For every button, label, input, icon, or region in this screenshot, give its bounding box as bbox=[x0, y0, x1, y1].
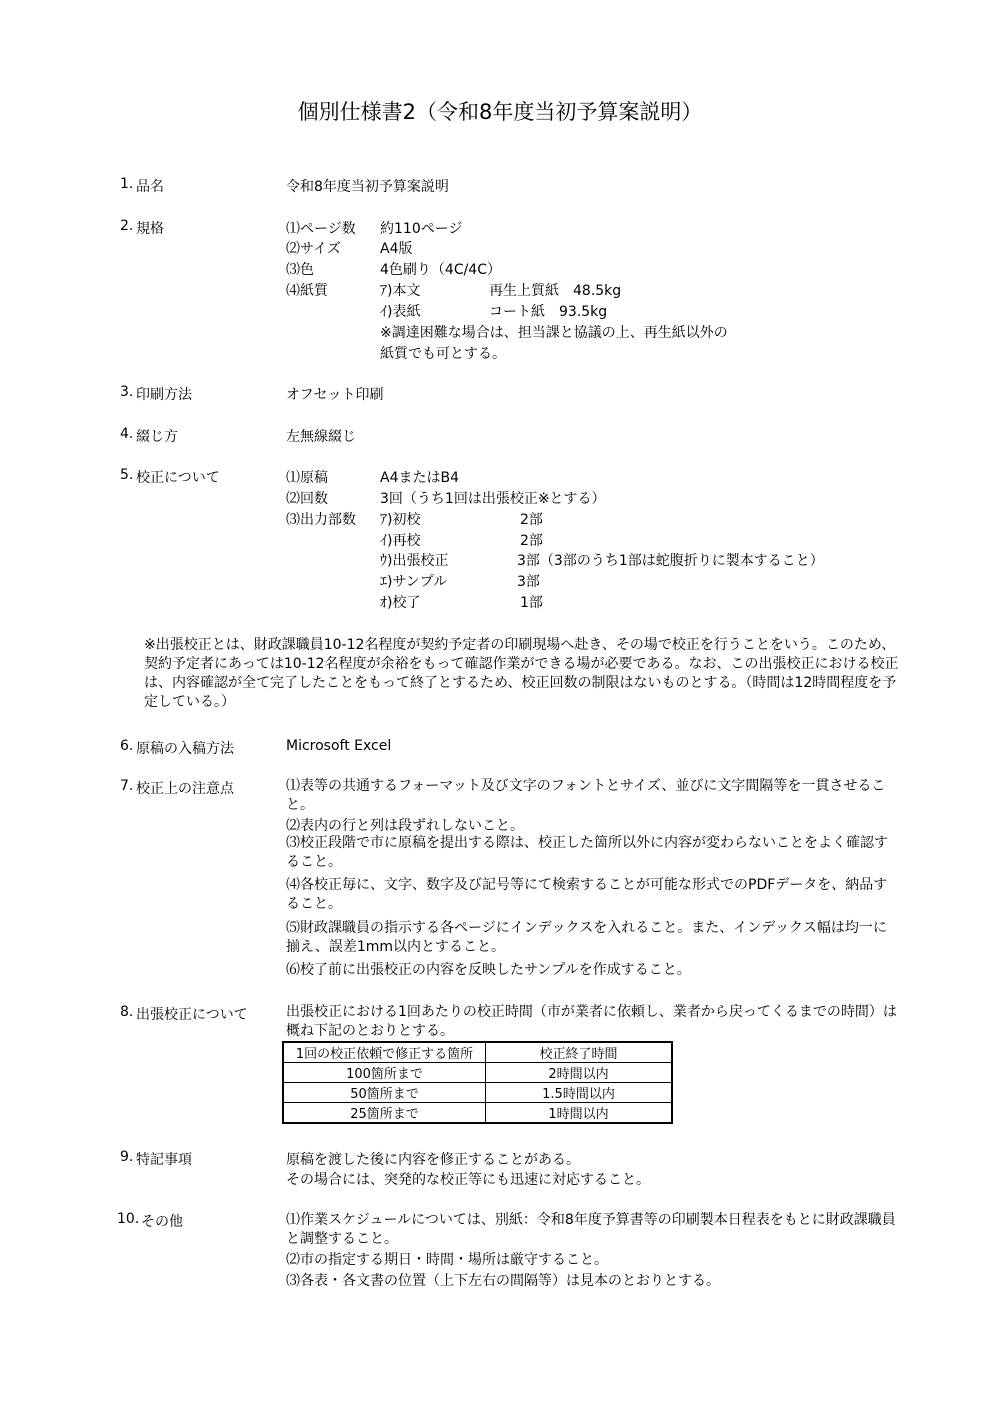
section-value: オフセット印刷 bbox=[286, 387, 384, 403]
spec-label: ⑵回数 bbox=[286, 491, 328, 507]
section-heading: 綴じ方 bbox=[136, 429, 178, 445]
spec-sublabel: ｱ)本文 bbox=[380, 283, 421, 299]
section-number: 10. bbox=[117, 1211, 140, 1227]
section-heading: 特記事項 bbox=[136, 1152, 192, 1168]
section-number: 2. bbox=[120, 218, 134, 234]
spec-sublabel: ｵ)校了 bbox=[380, 595, 421, 611]
section-number: 3. bbox=[120, 384, 134, 400]
table-cell: 25箇所まで bbox=[283, 1103, 486, 1124]
table-cell: 50箇所まで bbox=[283, 1083, 486, 1103]
notes-item: ⑴表等の共通するフォーマット及び文字のフォントとサイズ、並びに文字間隔等を一貫させること。 bbox=[286, 778, 886, 813]
section-number: 1. bbox=[120, 176, 134, 192]
spec-value: 1部 bbox=[520, 595, 543, 611]
section-number: 5. bbox=[120, 467, 134, 483]
spec-value: コート紙 93.5kg bbox=[489, 304, 608, 320]
table-header-row bbox=[283, 1042, 672, 1063]
table-row bbox=[283, 1063, 672, 1083]
table-row bbox=[283, 1083, 672, 1103]
spec-label: ⑴原稿 bbox=[286, 470, 328, 486]
section-heading: 校正上の注意点 bbox=[136, 781, 234, 797]
spec-value: 3部 bbox=[517, 574, 540, 590]
table-cell: 1.5時間以内 bbox=[486, 1083, 673, 1103]
notes-item: ⑵表内の行と列は段ずれしないこと。 bbox=[286, 818, 524, 834]
section-heading: 品名 bbox=[136, 179, 164, 195]
section-heading: 校正について bbox=[136, 470, 220, 486]
other-item: ⑴作業スケジュールについては、別紙：令和8年度予算書等の印刷製本日程表をもとに財政課職員と調整すること。 bbox=[286, 1212, 896, 1247]
spec-value: 2部 bbox=[520, 512, 543, 528]
notes-item: ⑷各校正毎に、文字、数字及び記号等にて検索することが可能な形式でのPDFデータを、納品すること。 bbox=[286, 877, 888, 912]
notes-item: ⑶校正段階で市に原稿を提出する際は、校正した箇所以外に内容が変わらないことをよく確認すること。 bbox=[286, 835, 888, 870]
spec-label: ⑵サイズ bbox=[286, 241, 341, 257]
spec-label: ⑶色 bbox=[286, 262, 314, 278]
spec-label: ⑷紙質 bbox=[286, 283, 328, 299]
spec-label: ⑶出力部数 bbox=[286, 512, 356, 528]
spec-label: ⑴ページ数 bbox=[286, 221, 356, 237]
section-number: 9. bbox=[120, 1149, 134, 1165]
other-item: ⑶各表・各文書の位置（上下左右の間隔等）は見本のとおりとする。 bbox=[286, 1273, 720, 1289]
notes-item: ⑸財政課職員の指示する各ページにインデックスを入れること。また、インデックス幅は均一に揃え、誤差1mm以内とすること。 bbox=[286, 920, 887, 955]
spec-sublabel: ｲ)表紙 bbox=[380, 304, 421, 320]
onsite-proofreading-text: 出張校正における1回あたりの校正時間（市が業者に依頼し、業者から戻ってくるまでの時間）は概ね下記のとおりとする。 bbox=[286, 1004, 897, 1039]
spec-value: 約110ページ bbox=[380, 221, 463, 237]
table-cell: 100箇所まで bbox=[283, 1063, 486, 1083]
special-note-line: その場合には、突発的な校正等にも迅速に対応すること。 bbox=[286, 1172, 650, 1188]
table-header-cell: 1回の校正依頼で修正する箇所 bbox=[283, 1042, 486, 1063]
special-note-line: 原稿を渡した後に内容を修正することがある。 bbox=[286, 1152, 580, 1168]
section-value: 令和8年度当初予算案説明 bbox=[286, 179, 449, 195]
onsite-proofreading-note: ※出張校正とは、財政課職員10-12名程度が契約予定者の印刷現場へ赴き、その場で校正を行うことをいう。このため、契約予定者にあっては10-12名程度が余裕をもって確認作業ができる場が必要である。なお、この出張校正における校正は、内容確認が全て完了したことをもって終了とするため、校正回数の制限はないものとする。（時間は12時間程度を予定している。） bbox=[144, 637, 899, 710]
section-number: 4. bbox=[120, 426, 134, 442]
spec-value: 再生上質紙 48.5kg bbox=[489, 283, 622, 299]
section-heading: 出張校正について bbox=[136, 1007, 248, 1023]
other-item: ⑵市の指定する期日・時間・場所は厳守すること。 bbox=[286, 1252, 608, 1268]
section-heading: 原稿の入稿方法 bbox=[136, 741, 234, 757]
spec-sublabel: ｱ)初校 bbox=[380, 512, 421, 528]
spec-value: A4版 bbox=[380, 241, 413, 257]
spec-sublabel: ｳ)出張校正 bbox=[380, 553, 449, 569]
notes-item: ⑹校了前に出張校正の内容を反映したサンプルを作成すること。 bbox=[286, 962, 691, 978]
document-title: 個別仕様書2（令和8年度当初予算案説明） bbox=[297, 100, 703, 124]
spec-value: 3回（うち1回は出張校正※とする） bbox=[380, 491, 606, 507]
table-cell: 1時間以内 bbox=[486, 1103, 673, 1124]
section-number: 8. bbox=[120, 1004, 134, 1020]
spec-value: A4またはB4 bbox=[380, 470, 459, 486]
spec-note-line: ※調達困難な場合は、担当課と協議の上、再生紙以外の bbox=[380, 325, 728, 341]
table-header-cell: 校正終了時間 bbox=[486, 1042, 673, 1063]
proofreading-time-table bbox=[282, 1041, 673, 1124]
section-number: 7. bbox=[120, 778, 134, 794]
section-heading: 規格 bbox=[136, 221, 164, 237]
spec-note-line: 紙質でも可とする。 bbox=[380, 346, 506, 362]
table-cell: 2時間以内 bbox=[486, 1063, 673, 1083]
spec-sublabel: ｲ)再校 bbox=[380, 533, 421, 549]
spec-value: 4色刷り（4C/4C） bbox=[380, 262, 501, 278]
spec-value: 2部 bbox=[520, 533, 543, 549]
section-number: 6. bbox=[120, 738, 134, 754]
section-heading: その他 bbox=[141, 1214, 183, 1230]
section-heading: 印刷方法 bbox=[136, 387, 192, 403]
section-value: 左無線綴じ bbox=[286, 429, 356, 445]
spec-value: 3部（3部のうち1部は蛇腹折りに製本すること） bbox=[517, 553, 824, 569]
spec-sublabel: ｴ)サンプル bbox=[380, 574, 448, 590]
section-value: Microsoft Excel bbox=[286, 738, 392, 754]
table-row bbox=[283, 1103, 672, 1124]
